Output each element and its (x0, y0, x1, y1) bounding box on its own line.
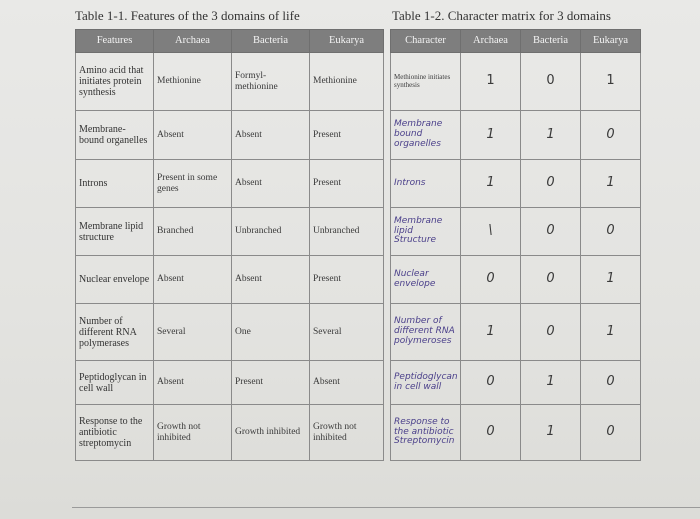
bacteria-cell: Absent (232, 111, 310, 160)
archaea-value: 0 (461, 256, 521, 304)
table-row (391, 361, 641, 405)
character-matrix-table (390, 29, 641, 461)
page-rule (72, 507, 700, 508)
archaea-value: \ (461, 208, 521, 256)
eukarya-value: 0 (581, 208, 641, 256)
eukarya-cell: Present (310, 160, 384, 208)
archaea-cell: Absent (154, 256, 232, 304)
bacteria-cell: Absent (232, 160, 310, 208)
bacteria-value: 1 (521, 361, 581, 405)
table-row (391, 405, 641, 461)
character-cell: Peptidoglycan in cell wall (391, 361, 461, 405)
eukarya-value: 1 (581, 160, 641, 208)
eukarya-cell: Several (310, 304, 384, 361)
bacteria-value: 1 (521, 405, 581, 461)
character-cell: Membrane lipid Structure (391, 208, 461, 256)
character-cell: Nuclear envelope (391, 256, 461, 304)
table-row (76, 304, 384, 361)
table-row (76, 111, 384, 160)
feature-cell: Number of different RNA polymerases (76, 304, 154, 361)
archaea-value: 1 (461, 304, 521, 361)
archaea-value: 1 (461, 160, 521, 208)
table-row (391, 256, 641, 304)
header-eukarya: Eukarya (581, 30, 641, 53)
table-row (391, 111, 641, 160)
table-row (391, 53, 641, 111)
bacteria-value: 1 (521, 111, 581, 160)
table-row (391, 304, 641, 361)
feature-cell: Response to the antibiotic streptomycin (76, 405, 154, 461)
archaea-value: 1 (461, 111, 521, 160)
eukarya-value: 0 (581, 361, 641, 405)
eukarya-cell: Absent (310, 361, 384, 405)
archaea-cell: Several (154, 304, 232, 361)
eukarya-value: 1 (581, 53, 641, 111)
feature-cell: Amino acid that initiates protein synthesis (76, 53, 154, 111)
table-row (76, 208, 384, 256)
bacteria-value: 0 (521, 256, 581, 304)
character-cell: Introns (391, 160, 461, 208)
header-character: Character (391, 30, 461, 53)
table-row (76, 160, 384, 208)
table-row (76, 361, 384, 405)
eukarya-value: 1 (581, 256, 641, 304)
bacteria-value: 0 (521, 160, 581, 208)
feature-cell: Membrane-bound organelles (76, 111, 154, 160)
eukarya-cell: Present (310, 111, 384, 160)
header-archaea: Archaea (154, 30, 232, 53)
bacteria-cell: Growth inhibited (232, 405, 310, 461)
archaea-value: 1 (461, 53, 521, 111)
feature-cell: Introns (76, 160, 154, 208)
bacteria-value: 0 (521, 53, 581, 111)
header-eukarya: Eukarya (310, 30, 384, 53)
archaea-cell: Present in some genes (154, 160, 232, 208)
features-table (75, 29, 384, 461)
header-features: Features (76, 30, 154, 53)
archaea-cell: Absent (154, 361, 232, 405)
character-cell: Number of different RNA polymeroses (391, 304, 461, 361)
header-bacteria: Bacteria (521, 30, 581, 53)
bacteria-cell: Formyl-methionine (232, 53, 310, 111)
feature-cell: Membrane lipid structure (76, 208, 154, 256)
bacteria-value: 0 (521, 304, 581, 361)
eukarya-value: 1 (581, 304, 641, 361)
character-cell: Membrane bound organelles (391, 111, 461, 160)
table1-title: Table 1-1. Features of the 3 domains of life (75, 8, 300, 23)
bacteria-cell: Absent (232, 256, 310, 304)
archaea-value: 0 (461, 361, 521, 405)
archaea-cell: Methionine (154, 53, 232, 111)
bacteria-cell: One (232, 304, 310, 361)
feature-cell: Peptidoglycan in cell wall (76, 361, 154, 405)
table-row (76, 256, 384, 304)
header-archaea: Archaea (461, 30, 521, 53)
header-bacteria: Bacteria (232, 30, 310, 53)
eukarya-cell: Present (310, 256, 384, 304)
eukarya-value: 0 (581, 405, 641, 461)
archaea-cell: Branched (154, 208, 232, 256)
eukarya-value: 0 (581, 111, 641, 160)
bacteria-value: 0 (521, 208, 581, 256)
table-row (76, 405, 384, 461)
table-row (391, 160, 641, 208)
character-cell: Response to the antibiotic Streptomycin (391, 405, 461, 461)
eukarya-cell: Growth not inhibited (310, 405, 384, 461)
archaea-cell: Growth not inhibited (154, 405, 232, 461)
table2-title: Table 1-2. Character matrix for 3 domains (392, 8, 611, 23)
bacteria-cell: Present (232, 361, 310, 405)
eukarya-cell: Unbranched (310, 208, 384, 256)
feature-cell: Nuclear envelope (76, 256, 154, 304)
table-row (391, 208, 641, 256)
character-cell: Methionine initiates synthesis (391, 53, 461, 111)
table-row (76, 53, 384, 111)
bacteria-cell: Unbranched (232, 208, 310, 256)
archaea-value: 0 (461, 405, 521, 461)
archaea-cell: Absent (154, 111, 232, 160)
eukarya-cell: Methionine (310, 53, 384, 111)
